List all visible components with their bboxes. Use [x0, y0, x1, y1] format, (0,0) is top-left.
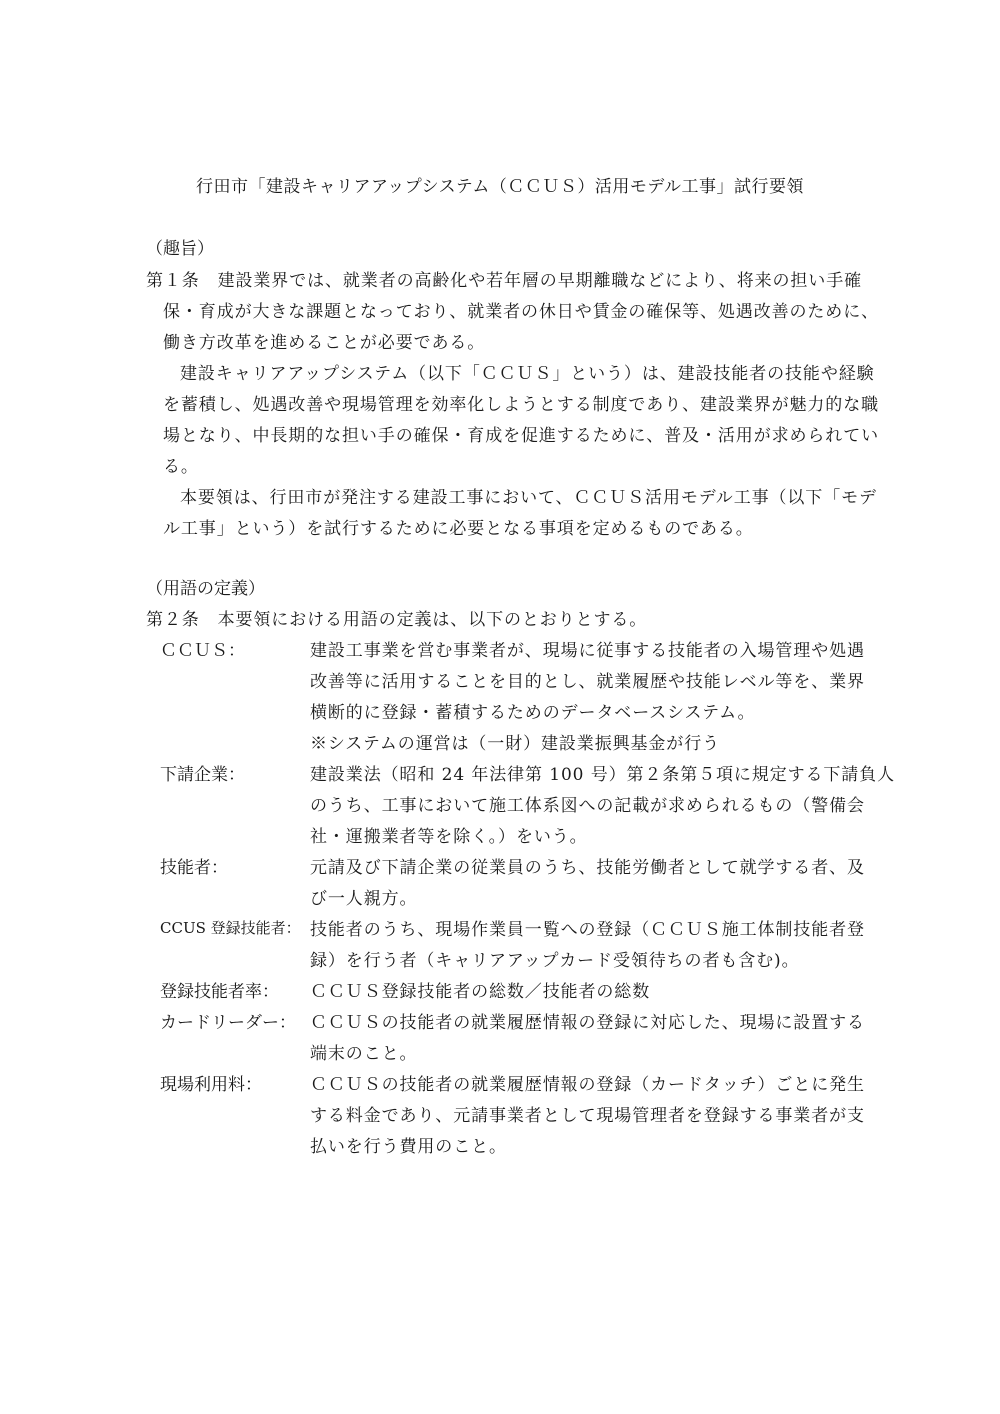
term-label: ＣＣＵＳ： [160, 641, 245, 661]
term-definition-line: 技能者のうち、現場作業員一覧への登録（ＣＣＵＳ施工体制技能者登 [310, 920, 865, 940]
term-label: 登録技能者率： [160, 982, 279, 1002]
term-definition-line: 払いを行う費用のこと。 [310, 1137, 507, 1157]
section-1-line: 第１条 建設業界では、就業者の高齢化や若年層の早期離職などにより、将来の担い手確 [146, 271, 862, 291]
section-2-heading: （用語の定義） [146, 579, 265, 599]
section-1-line: を蓄積し、処遇改善や現場管理を効率化しようとする制度であり、建設業界が魅力的な職 [163, 395, 879, 415]
section-1-line: ル工事」という）を試行するために必要となる事項を定めるものである。 [163, 519, 754, 539]
term-definition-line: ＣＣＵＳの技能者の就業履歴情報の登録に対応した、現場に設置する [310, 1013, 865, 1033]
section-1-line: る。 [163, 457, 199, 477]
term-definition-line: 改善等に活用することを目的とし、就業履歴や技能レベル等を、業界 [310, 672, 865, 692]
term-definition-line: ※システムの運営は（一財）建設業振興基金が行う [310, 734, 720, 754]
term-definition-line: ＣＣＵＳ登録技能者の総数／技能者の総数 [310, 982, 651, 1002]
term-definition-line: 端末のこと。 [310, 1044, 418, 1064]
term-definition-line: 建設工事業を営む事業者が、現場に従事する技能者の入場管理や処遇 [310, 641, 865, 661]
section-1-line: 建設キャリアアップシステム（以下「ＣＣＵＳ」という）は、建設技能者の技能や経験 [180, 364, 875, 384]
section-1-line: 保・育成が大きな課題となっており、就業者の休日や賃金の確保等、処遇改善のために、 [163, 302, 879, 322]
term-definition-line: 録）を行う者（キャリアアップカード受領待ちの者も含む)。 [310, 951, 800, 971]
section-1-line: 本要領は、行田市が発注する建設工事において、ＣＣＵＳ活用モデル工事（以下「モデ [180, 488, 877, 508]
section-1-heading: （趣旨） [146, 239, 214, 259]
section-1-line: 場となり、中長期的な担い手の確保・育成を促進するために、普及・活用が求められてい [163, 426, 879, 446]
term-label: 下請企業： [160, 765, 245, 785]
term-definition-line: 横断的に登録・蓄積するためのデータベースシステム。 [310, 703, 756, 723]
document-title: 行田市「建設キャリアアップシステム（ＣＣＵＳ）活用モデル工事」試行要領 [195, 177, 805, 197]
term-definition-line: び一人親方。 [310, 889, 418, 909]
term-definition-line: ＣＣＵＳの技能者の就業履歴情報の登録（カードタッチ）ごとに発生 [310, 1075, 865, 1095]
term-definition-line: 建設業法（昭和 24 年法律第 100 号）第２条第５項に規定する下請負人 [310, 765, 895, 785]
term-label: CCUS 登録技能者： [160, 919, 301, 937]
term-label: カードリーダー： [160, 1013, 296, 1033]
term-definition-line: 元請及び下請企業の従業員のうち、技能労働者として就学する者、及 [310, 858, 865, 878]
term-definition-line: 社・運搬業者等を除く。）をいう。 [310, 827, 588, 847]
term-definition-line: する料金であり、元請事業者として現場管理者を登録する事業者が支 [310, 1106, 865, 1126]
term-label: 技能者： [160, 858, 228, 878]
term-label: 現場利用料： [160, 1075, 262, 1095]
section-2-intro: 第２条 本要領における用語の定義は、以下のとおりとする。 [146, 610, 648, 630]
section-1-line: 働き方改革を進めることが必要である。 [163, 333, 486, 353]
term-definition-line: のうち、工事において施工体系図への記載が求められるもの（警備会 [310, 796, 865, 816]
